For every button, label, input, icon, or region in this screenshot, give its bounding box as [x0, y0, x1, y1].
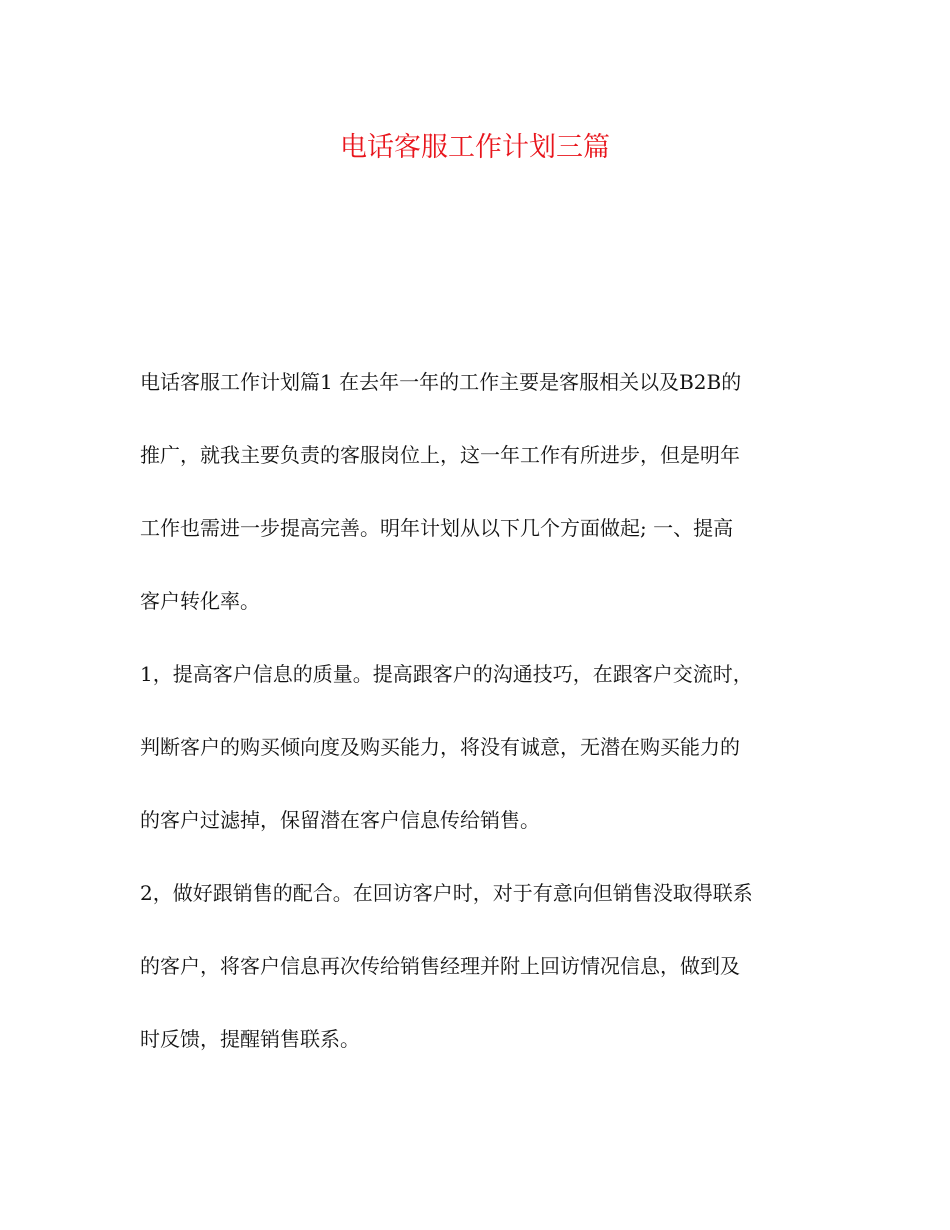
body-line: 推广，就我主要负责的客服岗位上，这一年工作有所进步，但是明年 [140, 443, 740, 467]
body-line: 的客户，将客户信息再次传给销售经理并附上回访情况信息，做到及 [140, 954, 740, 978]
document-title: 电话客服工作计划三篇 [340, 132, 610, 163]
body-line: 的客户过滤掉，保留潜在客户信息传给销售。 [140, 808, 540, 832]
body-line: 2，做好跟销售的配合。在回访客户时，对于有意向但销售没取得联系 [140, 881, 753, 905]
body-line: 1，提高客户信息的质量。提高跟客户的沟通技巧，在跟客户交流时， [140, 662, 753, 686]
body-line: 判断客户的购买倾向度及购买能力，将没有诚意，无潜在购买能力的 [140, 735, 740, 759]
body-line: 电话客服工作计划篇1 在去年一年的工作主要是客服相关以及B2B的 [140, 370, 742, 394]
document-body [140, 362, 820, 1092]
body-line: 时反馈，提醒销售联系。 [140, 1027, 360, 1051]
body-line: 客户转化率。 [140, 589, 260, 613]
body-line: 工作也需进一步提高完善。明年计划从以下几个方面做起; 一、提高 [140, 516, 734, 540]
